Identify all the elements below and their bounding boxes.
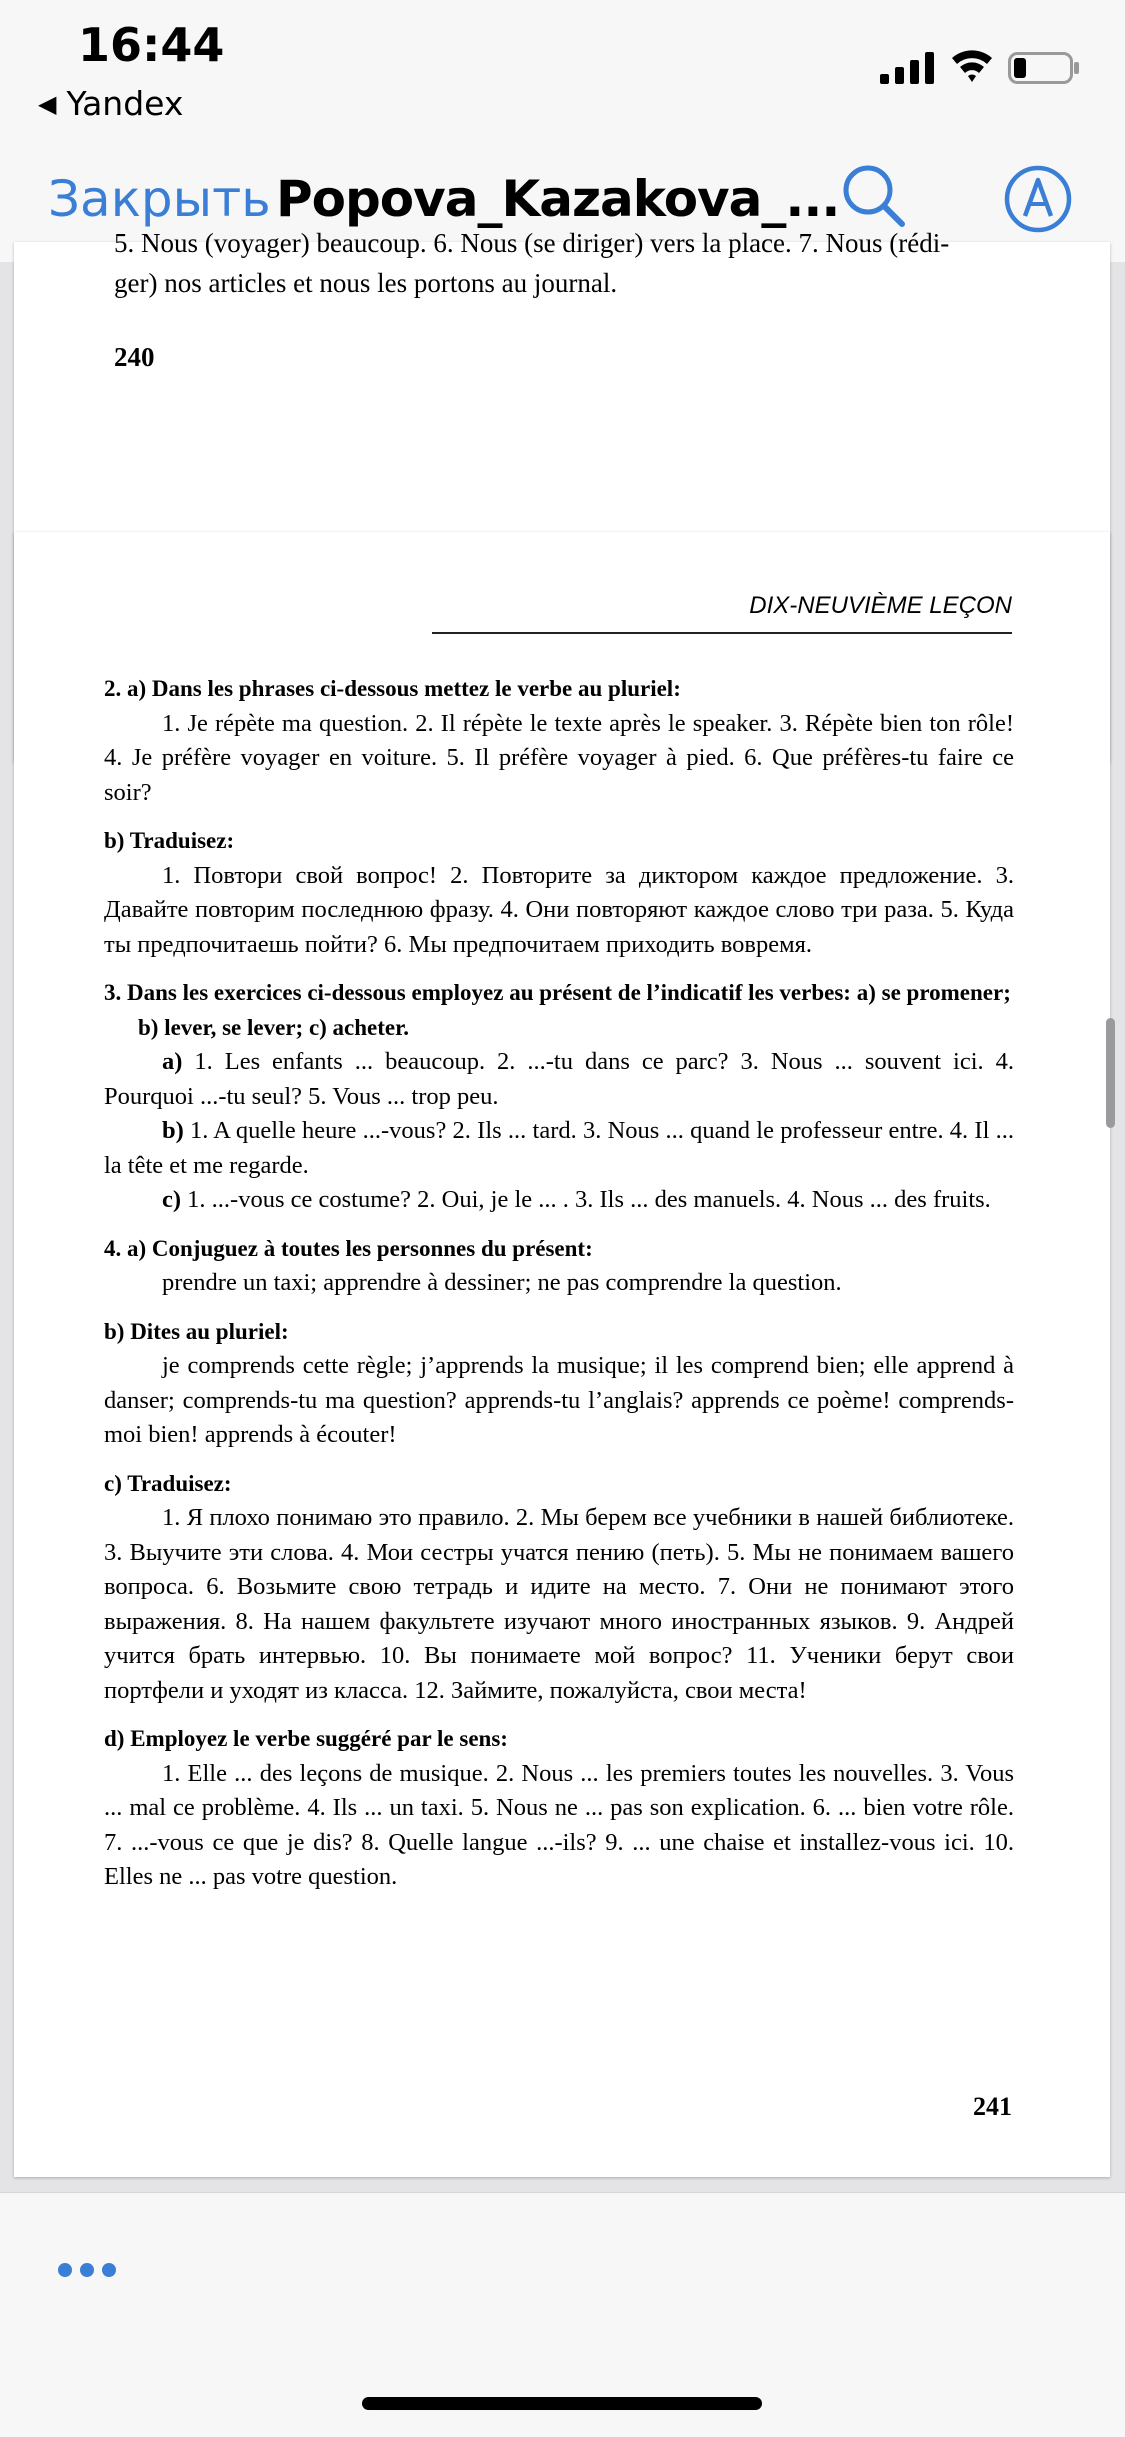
exercise-4b-heading: b) Dites au pluriel: xyxy=(104,1318,289,1344)
exercise-3a-text: 1. Les enfants ... beaucoup. 2. ...-tu dans ce parc? 3. Nous ... souvent ici. 4. Pourquoi ...-tu seul? 5. Vous ... trop peu. xyxy=(104,1048,1014,1110)
bottom-toolbar xyxy=(0,2192,1125,2437)
exercise-3a xyxy=(104,1045,1014,1114)
current-page xyxy=(14,532,1110,2177)
exercise-4a-heading: 4. a) Conjuguez à toutes les personnes du présent: xyxy=(104,1235,593,1261)
previous-page-number: 240 xyxy=(114,342,155,372)
running-head: DIX-NEUVIÈME LEÇON xyxy=(749,592,1012,619)
exercise-2b-text: 1. Повтори свой вопрос! 2. Повторите за диктором каждое предложение. 3. Давайте повторим последнюю фразу. 4. Они повторяют каждое слово три раза. 5. Куда ты предпочитаешь пойти? 6. Мы предпочитаем приходить вовремя. xyxy=(104,861,1014,958)
more-icon[interactable] xyxy=(58,2263,128,2283)
exercise-3-heading: 3. Dans les exercices ci-dessous employez au présent de l’indicatif les verbes: a) se promener; b) lever, se lever; c) acheter. xyxy=(104,980,1011,1040)
home-indicator[interactable] xyxy=(362,2397,762,2410)
page-body xyxy=(104,672,1014,1909)
running-head-rule xyxy=(432,632,1012,634)
cellular-signal-icon xyxy=(880,52,935,84)
exercise-3b xyxy=(104,1114,1014,1183)
exercise-3b-label: b) xyxy=(162,1117,184,1144)
document-viewer[interactable] xyxy=(0,228,1125,2192)
exercise-3c-label: c) xyxy=(162,1186,182,1213)
back-triangle-icon: ◀ xyxy=(38,90,57,118)
back-app-label: Yandex xyxy=(66,84,184,123)
exercise-3b-text: 1. A quelle heure ...-vous? 2. Ils ... tard. 3. Nous ... quand le professeur entre. 4. Il ... la tête et me regarde. xyxy=(104,1117,1014,1179)
previous-page-text: ger) nos articles et nous les portons au journal. xyxy=(114,268,618,298)
exercise-2a-heading: 2. a) Dans les phrases ci-dessous mettez le verbe au pluriel: xyxy=(104,676,681,701)
vertical-scrollbar[interactable] xyxy=(1106,1018,1115,1128)
exercise-4c-text: 1. Я плохо понимаю это правило. 2. Мы берем все учебники в нашей библиотеке. 3. Выучите эти слова. 4. Мои сестры учатся пению (петь). 5. Мы не понимаем вашего вопроса. 6. Возьмите свою тетрадь и идите на место. 7. Они не понимают этого выражения. 8. На нашем факультете изучают много иностранных языков. 9. Андрей учится брать интервью. 10. Вы понимаете мой вопрос? 11. Ученики берут свои портфели и уходят из класса. 12. Займите, пожалуйста, свои места! xyxy=(104,1504,1014,1704)
wifi-icon xyxy=(950,46,994,84)
exercise-2a-text: 1. Je répète ma question. 2. Il répète le texte après le speaker. 3. Répète bien ton rôle! 4. Je préfère voyager en voiture. 5. Il préfère voyager à pied. 6. Que préfères-tu faire ce soir? xyxy=(104,709,1014,806)
document-title: Popova_Kazakova_... xyxy=(276,170,840,228)
status-bar xyxy=(0,0,1125,130)
exercise-4b-text: je comprends cette règle; j’apprends la musique; il les comprend bien; elle apprend à danser; comprends-tu ma question? apprends-tu l’anglais? apprends ce poème! comprends-moi bien! apprends à écouter! xyxy=(104,1352,1014,1448)
exercise-4d-text: 1. Elle ... des leçons de musique. 2. Nous ... les premiers toutes les nouvelles. 3. Vous ... mal ce problème. 4. Ils ... un taxi. 5. Nous ne ... pas son explication. 6. ... bien votre rôle. 7. ...-vous ce que je dis? 8. Quelle langue ...-ils? 9. ... une chaise et installez-vous ici. 10. Elles ne ... pas votre question. xyxy=(104,1759,1014,1890)
exercise-3c xyxy=(104,1183,1014,1218)
exercise-4a-text: prendre un taxi; apprendre à dessiner; ne pas comprendre la question. xyxy=(162,1269,842,1296)
page-number: 241 xyxy=(973,2092,1012,2121)
previous-page-cut-line: 5. Nous (voyager) beaucoup. 6. Nous (se diriger) vers la place. 7. Nous (rédi- xyxy=(114,228,950,258)
close-button[interactable]: Закрыть xyxy=(48,170,271,228)
status-time: 16:44 xyxy=(78,18,225,72)
exercise-2b-heading: b) Traduisez: xyxy=(104,828,235,853)
battery-icon xyxy=(1008,52,1080,84)
exercise-3c-text: 1. ...-vous ce costume? 2. Oui, je le ... . 3. Ils ... des manuels. 4. Nous ... des fruits. xyxy=(187,1186,991,1213)
exercise-3a-label: a) xyxy=(162,1048,183,1075)
back-to-app-link[interactable] xyxy=(38,84,183,123)
search-icon[interactable] xyxy=(838,160,908,230)
markup-icon[interactable] xyxy=(1003,164,1073,234)
exercise-4d-heading: d) Employez le verbe suggéré par le sens: xyxy=(104,1726,508,1751)
exercise-4c-heading: c) Traduisez: xyxy=(104,1470,232,1496)
